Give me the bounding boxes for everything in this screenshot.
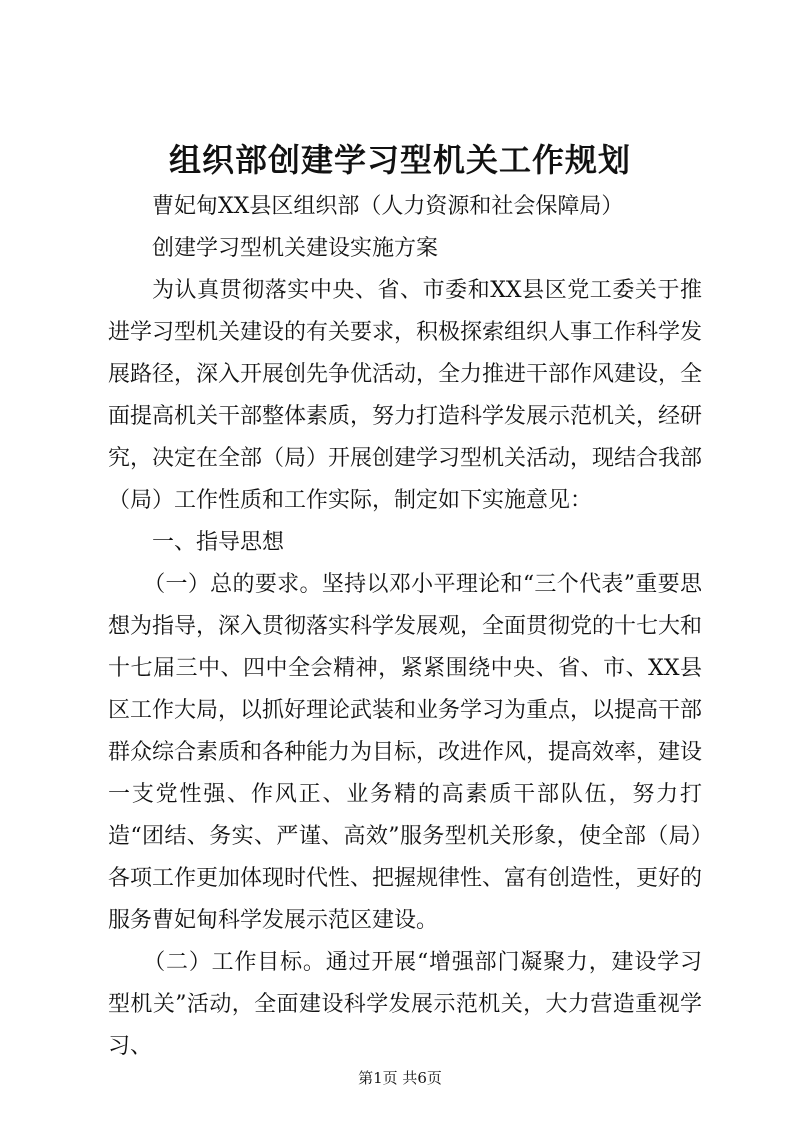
paragraph-plan-title: 创建学习型机关建设实施方案 (152, 236, 439, 261)
paragraph-work-goals: （二）工作目标。通过开展“增强部门凝聚力，建设学习型机关”活动，全面建设科学发展示范机关，大力营造重视学习、 (108, 950, 702, 1059)
paragraph-section-heading: 一、指导思想 (152, 530, 285, 555)
page-number-footer: 第1页 共6页 (358, 1069, 442, 1087)
document-title: 组织部创建学习型机关工作规划 (168, 141, 631, 179)
paragraph-general-requirements: （一）总的要求。坚持以邓小平理论和“三个代表”重要思想为指导，深入贯彻落实科学发展观，全面贯彻党的十七大和十七届三中、四中全会精神，紧紧围绕中央、省、市、XX县区工作大局，以抓好理论武装和业务学习为重点，以提高干部群众综合素质和各种能力为目标，改进作风，提高效率，建设一支党性强、作风正、业务精的高素质干部队伍，努力打造“团结、务实、严谨、高效”服务型机关形象，使全部（局）各项工作更加体现时代性、把握规律性、富有创造性，更好的服务曹妃甸科学发展示范区建设。 (108, 572, 703, 933)
document-body (108, 186, 702, 1068)
paragraph-org-name: 曹妃甸XX县区组织部（人力资源和社会保障局） (152, 194, 624, 219)
paragraph-intro: 为认真贯彻落实中央、省、市委和XX县区党工委关于推进学习型机关建设的有关要求，积极探索组织人事工作科学发展路径，深入开展创先争优活动，全力推进干部作风建设，全面提高机关干部整体素质，努力打造科学发展示范机关，经研究，决定在全部（局）开展创建学习型机关活动，现结合我部（局）工作性质和工作实际，制定如下实施意见： (108, 278, 703, 513)
